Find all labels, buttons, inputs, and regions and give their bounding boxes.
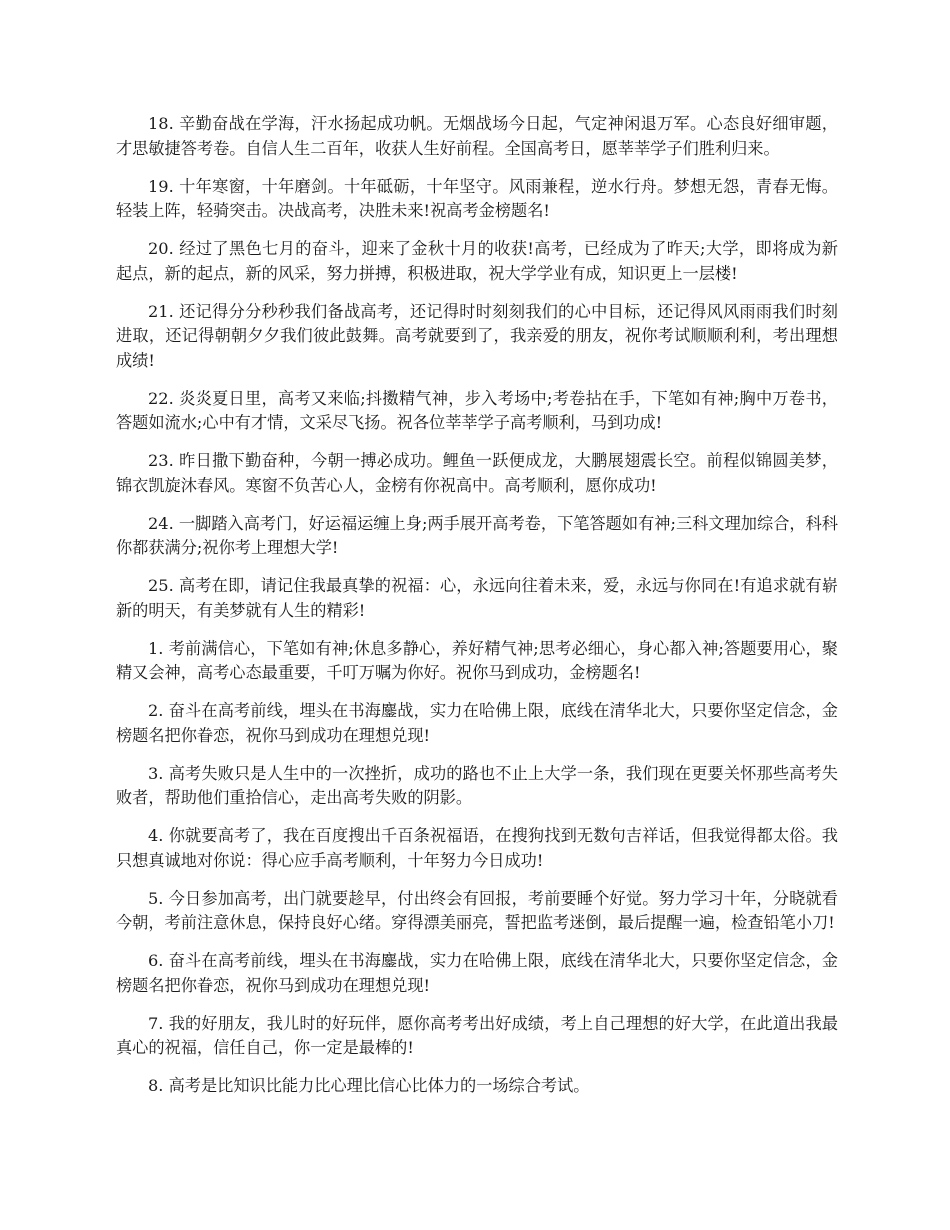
paragraph-6: 6. 奋斗在高考前线，埋头在书海鏖战，实力在哈佛上限，底线在清华北大，只要你坚定信念，金榜题名把你眷恋，祝你马到成功在理想兑现!	[116, 951, 838, 995]
paragraph-2: 2. 奋斗在高考前线，埋头在书海鏖战，实力在哈佛上限，底线在清华北大，只要你坚定信念，金榜题名把你眷恋，祝你马到成功在理想兑现!	[116, 701, 838, 745]
paragraph-21: 21. 还记得分分秒秒我们备战高考，还记得时时刻刻我们的心中目标，还记得风风雨雨我们时刻进取，还记得朝朝夕夕我们彼此鼓舞。高考就要到了，我亲爱的朋友，祝你考试顺顺利利，考出理想成绩!	[116, 301, 838, 370]
paragraph-5: 5. 今日参加高考，出门就要趁早，付出终会有回报，考前要睡个好觉。努力学习十年，分晓就看今朝，考前注意休息，保持良好心绪。穿得漂美丽亮，誓把监考迷倒，最后提醒一遍，检查铅笔小刀!	[116, 888, 838, 932]
document-page	[116, 112, 838, 1112]
paragraph-18: 18. 辛勤奋战在学海，汗水扬起成功帆。无烟战场今日起，气定神闲退万军。心态良好细审题，才思敏捷答考卷。自信人生二百年，收获人生好前程。全国高考日，愿莘莘学子们胜利归来。	[116, 114, 838, 158]
paragraph-7: 7. 我的好朋友，我儿时的好玩伴，愿你高考考出好成绩，考上自己理想的好大学，在此道出我最真心的祝福，信任自己，你一定是最棒的!	[116, 1013, 838, 1057]
paragraph-25: 25. 高考在即，请记住我最真挚的祝福：心，永远向往着未来，爱，永远与你同在!有追求就有崭新的明天，有美梦就有人生的精彩!	[116, 576, 838, 620]
paragraph-22: 22. 炎炎夏日里，高考又来临;抖擞精气神，步入考场中;考卷拈在手，下笔如有神;胸中万卷书，答题如流水;心中有才情，文采尽飞扬。祝各位莘莘学子高考顺利，马到功成!	[116, 388, 838, 432]
paragraph-24: 24. 一脚踏入高考门，好运福运缠上身;两手展开高考卷，下笔答题如有神;三科文理加综合，科科你都获满分;祝你考上理想大学!	[116, 513, 838, 557]
paragraph-1: 1. 考前满信心，下笔如有神;休息多静心，养好精气神;思考必细心，身心都入神;答题要用心，聚精又会神，高考心态最重要，千叮万嘱为你好。祝你马到成功，金榜题名!	[116, 638, 838, 682]
paragraph-8: 8. 高考是比知识比能力比心理比信心比体力的一场综合考试。	[148, 1076, 590, 1095]
paragraph-19: 19. 十年寒窗，十年磨剑。十年砥砺，十年坚守。风雨兼程，逆水行舟。梦想无怨，青春无悔。轻装上阵，轻骑突击。决战高考，决胜未来!祝高考金榜题名!	[116, 176, 838, 220]
paragraph-20: 20. 经过了黑色七月的奋斗，迎来了金秋十月的收获!高考，已经成为了昨天;大学，即将成为新起点，新的起点，新的风采，努力拼搏，积极进取，祝大学学业有成，知识更上一层楼!	[116, 239, 838, 283]
paragraph-23: 23. 昨日撒下勤奋种，今朝一搏必成功。鲤鱼一跃便成龙，大鹏展翅震长空。前程似锦圆美梦，锦衣凯旋沐春风。寒窗不负苦心人，金榜有你祝高中。高考顺利，愿你成功!	[116, 451, 838, 495]
paragraph-3: 3. 高考失败只是人生中的一次挫折，成功的路也不止上大学一条，我们现在更要关怀那些高考失败者，帮助他们重拾信心，走出高考失败的阴影。	[116, 763, 838, 807]
paragraph-4: 4. 你就要高考了，我在百度搜出千百条祝福语，在搜狗找到无数句吉祥话，但我觉得都太俗。我只想真诚地对你说：得心应手高考顺利，十年努力今日成功!	[116, 826, 838, 870]
